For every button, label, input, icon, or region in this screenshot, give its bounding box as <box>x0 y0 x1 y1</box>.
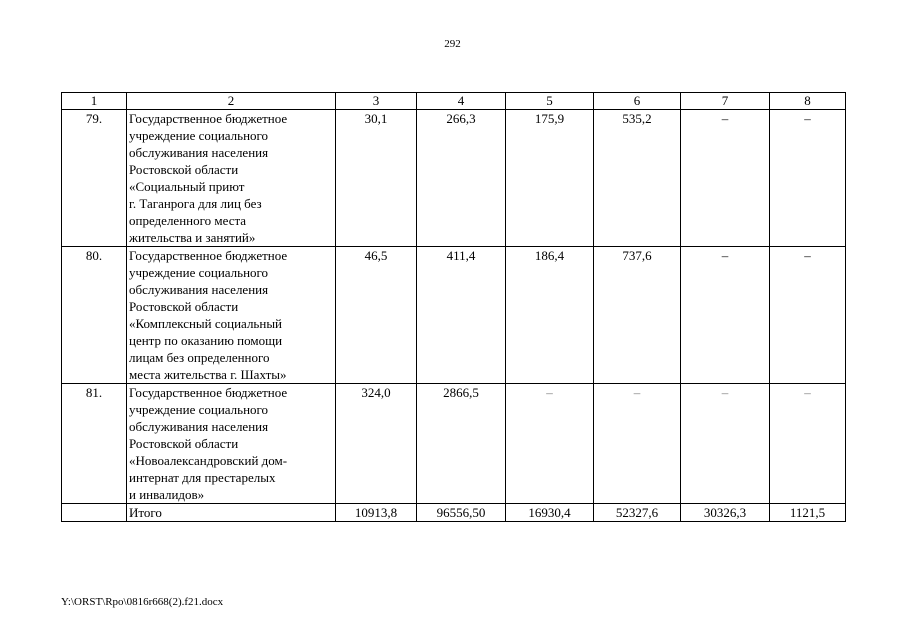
total-value-cell: 1121,5 <box>770 504 846 522</box>
column-number: 3 <box>336 93 417 110</box>
value-cell: 186,4 <box>506 247 594 384</box>
total-label: Итого <box>127 504 336 522</box>
value-cell: 175,9 <box>506 110 594 247</box>
column-number: 6 <box>594 93 681 110</box>
value-cell: – <box>681 384 770 504</box>
row-number: 79. <box>62 110 127 247</box>
total-value-cell: 52327,6 <box>594 504 681 522</box>
total-row <box>62 504 846 522</box>
value-cell: 46,5 <box>336 247 417 384</box>
value-cell: – <box>681 247 770 384</box>
table-row <box>62 247 846 384</box>
institution-name: Государственное бюджетное учреждение социального обслуживания населения Ростовской области «Новоалександровский дом- интернат для престарелых и инвалидов» <box>127 384 336 504</box>
institution-name: Государственное бюджетное учреждение социального обслуживания населения Ростовской области «Социальный приют г. Таганрога для лиц без определенного места жительства и занятий» <box>127 110 336 247</box>
table-row <box>62 384 846 504</box>
value-cell: 2866,5 <box>417 384 506 504</box>
total-value-cell: 10913,8 <box>336 504 417 522</box>
column-number: 8 <box>770 93 846 110</box>
value-cell: 411,4 <box>417 247 506 384</box>
table-row <box>62 110 846 247</box>
column-number: 4 <box>417 93 506 110</box>
value-cell: – <box>506 384 594 504</box>
value-cell: – <box>594 384 681 504</box>
value-cell: – <box>770 247 846 384</box>
column-number: 5 <box>506 93 594 110</box>
column-number: 2 <box>127 93 336 110</box>
value-cell: 324,0 <box>336 384 417 504</box>
value-cell: – <box>681 110 770 247</box>
total-value-cell: 96556,50 <box>417 504 506 522</box>
column-number: 7 <box>681 93 770 110</box>
row-number: 80. <box>62 247 127 384</box>
value-cell: – <box>770 384 846 504</box>
page-number: 292 <box>444 38 461 50</box>
row-number: 81. <box>62 384 127 504</box>
budget-table <box>61 92 846 522</box>
column-number-row <box>62 93 846 110</box>
value-cell: 30,1 <box>336 110 417 247</box>
value-cell: 535,2 <box>594 110 681 247</box>
value-cell: 266,3 <box>417 110 506 247</box>
total-value-cell: 16930,4 <box>506 504 594 522</box>
row-number <box>62 504 127 522</box>
file-path: Y:\ORST\Rpo\0816r668(2).f21.docx <box>61 596 224 608</box>
column-number: 1 <box>62 93 127 110</box>
institution-name: Государственное бюджетное учреждение социального обслуживания населения Ростовской области «Комплексный социальный центр по оказанию помощи лицам без определенного места жительства г. Шахты» <box>127 247 336 384</box>
value-cell: – <box>770 110 846 247</box>
value-cell: 737,6 <box>594 247 681 384</box>
total-value-cell: 30326,3 <box>681 504 770 522</box>
